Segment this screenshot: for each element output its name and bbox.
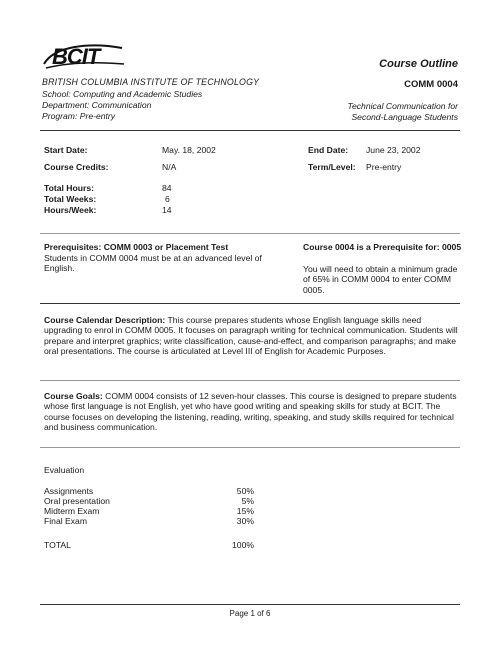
calendar-rule [40, 380, 460, 381]
program-line: Program: Pre-entry [42, 111, 116, 121]
prerequisite-for-title: Course 0004 is a Prerequisite for: 0005 [303, 242, 462, 252]
credits-label: Course Credits: [44, 162, 109, 172]
total-weeks-value: 6 [165, 194, 170, 204]
evaluation-item-value: 5% [241, 496, 254, 506]
calendar-title: Course Calendar Description: [44, 315, 166, 325]
prerequisites-title: Prerequisites: COMM 0003 or Placement Test [44, 242, 229, 252]
table-row [44, 486, 254, 496]
evaluation-item-value: 30% [236, 516, 254, 526]
table-row [44, 516, 254, 526]
footer-rule [40, 604, 460, 605]
course-name-line-1: Technical Communication for [347, 101, 458, 111]
goals-text: COMM 0004 consists of 12 seven-hour classes. This course is designed to prepare students whose first language is not English, yet who have good writing and speaking skills for study at BCIT. The course focuses on developing the listening, reading, writing, speaking, and study skills required for technical and business communication. [44, 391, 457, 433]
evaluation-item-label: Assignments [44, 486, 94, 496]
prerequisite-for-text: You will need to obtain a minimum grade of 65% in COMM 0004 to enter COMM 0005. [303, 264, 458, 295]
evaluation-item-label: Final Exam [44, 516, 87, 526]
department-line: Department: Communication [42, 100, 152, 110]
logo-text: BCIT [52, 44, 100, 69]
total-hours-value: 84 [162, 183, 172, 193]
credits-value: N/A [162, 162, 177, 172]
prerequisites-text: Students in COMM 0004 must be at an advanced level of English. [44, 253, 262, 274]
evaluation-item-value: 15% [236, 506, 254, 516]
goals-title: Course Goals: [44, 391, 103, 401]
evaluation-total-value: 100% [232, 540, 254, 550]
evaluation-total-label: TOTAL [44, 540, 71, 550]
evaluation-item-label: Oral presentation [44, 496, 110, 506]
evaluation-item-label: Midterm Exam [44, 506, 100, 516]
end-date-value: June 23, 2002 [366, 145, 421, 155]
hours-per-week-label: Hours/Week: [44, 205, 97, 215]
term-value: Pre-entry [366, 162, 402, 172]
end-date-label: End Date: [308, 145, 349, 155]
start-date-value: May. 18, 2002 [162, 145, 216, 155]
goals-rule [40, 447, 460, 448]
bcit-logo [40, 40, 126, 74]
calendar-text: This course prepares students whose English language skills need upgrading to enrol in COMM 0005. It focuses on paragraph writing for technical communication. Students will prepare and interpret graphics; write classification, cause-and-effect, and comparison paragraphs; and make oral presentations. The course is articulated at Level III of English for Academic Purposes. [44, 315, 458, 357]
evaluation-item-value: 50% [236, 486, 254, 496]
prereq-rule [40, 303, 460, 304]
table-row [44, 506, 254, 516]
evaluation-title: Evaluation [44, 465, 85, 475]
table-row-total [44, 540, 254, 550]
course-name-line-2: Second-Language Students [351, 112, 458, 122]
total-hours-label: Total Hours: [44, 183, 94, 193]
institute-name: BRITISH COLUMBIA INSTITUTE OF TECHNOLOGY [42, 77, 260, 87]
calendar-description [44, 315, 460, 357]
school-line: School: Computing and Academic Studies [42, 89, 203, 99]
course-code: COMM 0004 [404, 79, 458, 90]
hours-per-week-value: 14 [162, 205, 172, 215]
page-number: Page 1 of 6 [229, 609, 271, 618]
term-label: Term/Level: [308, 162, 356, 172]
evaluation-table [44, 486, 254, 550]
total-weeks-label: Total Weeks: [44, 194, 97, 204]
course-goals [44, 391, 460, 433]
table-row [44, 496, 254, 506]
doc-title: Course Outline [379, 58, 458, 70]
start-date-label: Start Date: [44, 145, 88, 155]
details-rule [40, 233, 460, 234]
header-rule [40, 130, 460, 131]
